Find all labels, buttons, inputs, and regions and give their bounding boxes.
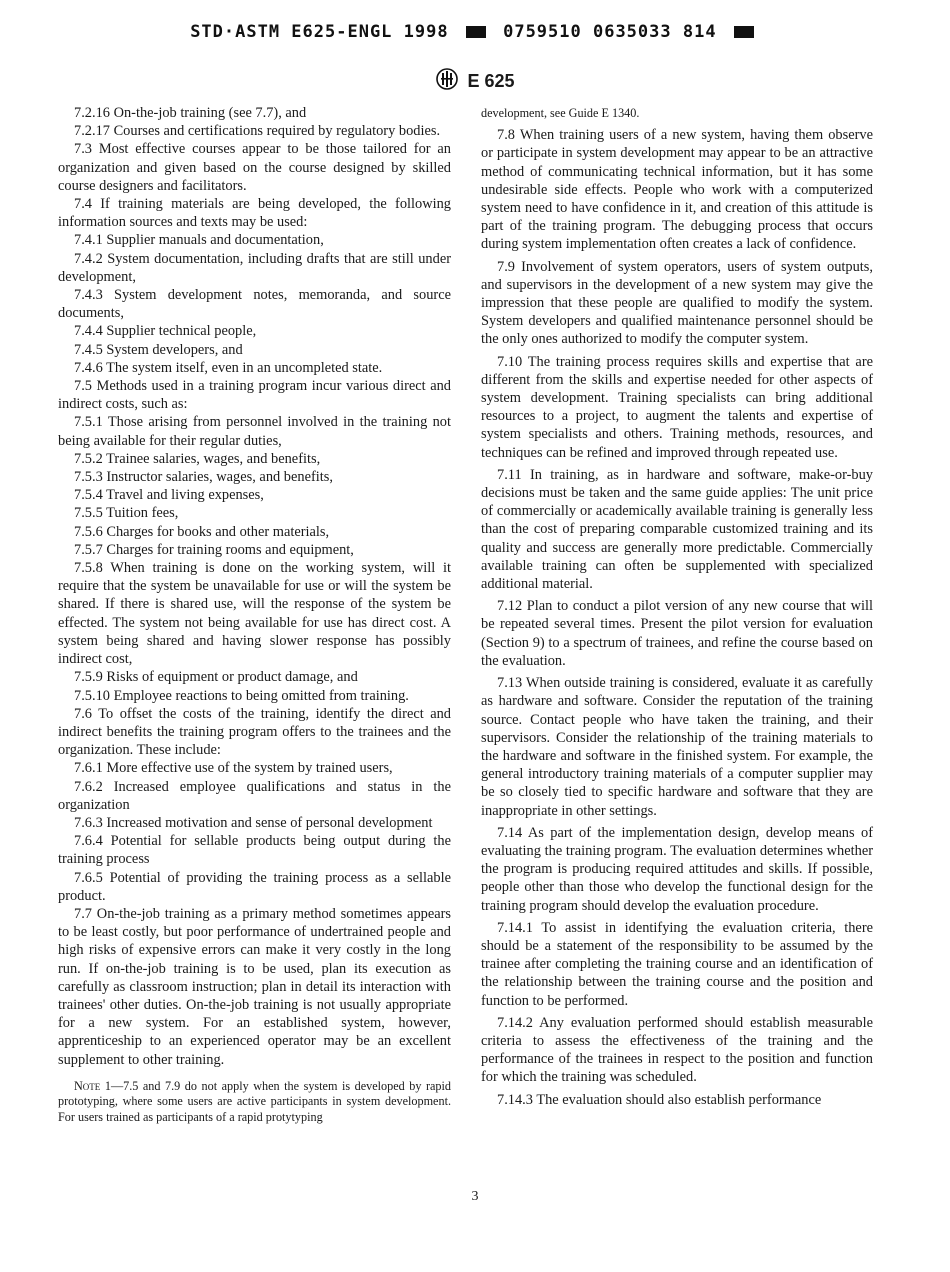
paragraph: 7.14.2 Any evaluation performed should establish measurable criteria to assess the effectiveness of the training and the performance of the trainees in respect to the position and function for which the training was scheduled.	[481, 1014, 873, 1086]
paragraph: 7.5.4 Travel and living expenses,	[74, 487, 264, 504]
paragraph: 7.5.8 When training is done on the working system, will it require that the system be unavailable for use or will the system be shared. If there is shared use, will the response of the system be effected. The system not being available for use has direct cost. A system being shared and having slower response has possibly indirect cost,	[58, 560, 451, 668]
paragraph: 7.4 If training materials are being developed, the following information sources and texts may be used:	[58, 196, 451, 231]
paragraph: 7.5.9 Risks of equipment or product damage, and	[74, 669, 358, 686]
left-column	[58, 104, 451, 1126]
paragraph: 7.14.3 The evaluation should also establish performance	[497, 1091, 822, 1108]
paragraph: 7.5.6 Charges for books and other materials,	[74, 523, 330, 540]
note-text: —7.5 and 7.9 do not apply when the system is developed by rapid prototyping, where some users are active participants in system development. For users trained as participants of a rapid protytyping	[58, 1078, 452, 1124]
paragraph: 7.7 On-the-job training as a primary method sometimes appears to be least costly, but poor performance of undertrained people and high risks of expensive errors can make it very costly in the long run. If on-the-job training is to be used, plan its execution as carefully as classroom instruction; plan in detail its interaction with trainees' other duties. On-the-job training is not usually appropriate for a new system. For an established system, however, apprenticeship to an experienced operator may be an excellent supplement to other training.	[58, 905, 451, 1068]
barcode-block-icon	[734, 26, 754, 38]
paragraph: 7.6.3 Increased motivation and sense of personal development	[74, 814, 433, 831]
paragraph: 7.12 Plan to conduct a pilot version of any new course that will be repeated several times. Present the pilot version for evaluation (Section 9) to a spectrum of trainees, and refine the course based on the evaluation.	[481, 598, 873, 669]
paragraph: 7.6.2 Increased employee qualifications and status in the organization	[58, 778, 451, 813]
standard-designation-bar	[0, 68, 950, 95]
paragraph: 7.6 To offset the costs of the training, identify the direct and indirect benefits the training program offers to the trainees and the organization. These include:	[58, 705, 451, 759]
standard-designation: E 625	[467, 71, 515, 91]
barcode-number: 0759510 0635033 814	[503, 22, 717, 42]
page-number: 3	[471, 1189, 479, 1204]
paragraph: 7.5.7 Charges for training rooms and equipment,	[74, 541, 354, 558]
document-id-header	[0, 22, 950, 42]
paragraph: 7.5.10 Employee reactions to being omitted from training.	[74, 687, 409, 704]
paragraph: 7.6.1 More effective use of the system by trained users,	[74, 760, 393, 777]
paragraph: 7.6.4 Potential for sellable products being output during the training process	[58, 833, 451, 868]
paragraph: 7.5.3 Instructor salaries, wages, and benefits,	[74, 469, 333, 486]
paragraph: 7.2.16 On-the-job training (see 7.7), and	[74, 105, 307, 121]
paragraph: 7.5.1 Those arising from personnel involved in the training not being available for their regular duties,	[58, 414, 451, 449]
paragraph: 7.11 In training, as in hardware and software, make-or-buy decisions must be taken and the same guide applies: The unit price of commercially or academically available training is generally less than the cost of preparing comparable customized training and its quality and success are generally more predictable. Commercially available training can often be supplemented with specialized additional material.	[481, 466, 873, 593]
paragraph: 7.3 Most effective courses appear to be those tailored for an organization and given based on the course designed by skilled course designers and facilitators.	[58, 141, 451, 194]
paragraph: 7.4.1 Supplier manuals and documentation,	[74, 232, 324, 249]
note	[58, 1079, 451, 1126]
note-label: Note 1	[74, 1078, 111, 1093]
paragraph: 7.4.6 The system itself, even in an uncompleted state.	[74, 359, 383, 376]
paragraph: 7.10 The training process requires skills and expertise that are different from the skills and expertise needed for other aspects of system development. Training specialists can bring additional resources to a project, to augment the talents and expertise of system specialists and others. Training methods, resources, and techniques can be refined and improved through repeated use.	[481, 353, 873, 461]
paragraph: 7.5.5 Tuition fees,	[74, 505, 179, 522]
paragraph: 7.4.2 System documentation, including drafts that are still under development,	[58, 250, 451, 285]
paragraph: 7.4.3 System development notes, memoranda, and source documents,	[58, 287, 451, 322]
paragraph: 7.13 When outside training is considered, evaluate it as carefully as hardware and software. Consider the reputation of the training source. Contact people who have taken the training, and their supervisors. Consider the relationship of the training materials to the hardware and software in the finished system. For example, the general introductory training materials of a computer supplier may be so closely tied to specific hardware and software that they are inappropriate in other settings.	[481, 675, 873, 819]
paragraph: 7.4.4 Supplier technical people,	[74, 323, 257, 340]
paragraph: 7.6.5 Potential of providing the training process as a sellable product.	[58, 869, 451, 904]
paragraph: 7.9 Involvement of system operators, users of system outputs, and supervisors in the development of a new system may give the impression that these people are qualified to modify the system. System developers and qualified maintenance personnel should be the only ones authorized to modify the computer system.	[481, 258, 873, 348]
paragraph: 7.14.1 To assist in identifying the evaluation criteria, there should be a statement of the responsibility to be assumed by the trainee after completing the training course and an identification of the relationship between the training course and the position and function to be performed.	[481, 919, 873, 1009]
paragraph: 7.8 When training users of a new system, having them observe or participate in system development may appear to be an attractive method of communicating technical information, but it has some undesirable side effects. People who work with a computerized system need to have confidence in it, and creation of this attitude is part of the training program. The debugging process that occurs during system implementation often creates a lack of confidence.	[481, 127, 873, 253]
astm-logo-icon	[435, 68, 459, 95]
document-id-code: STD·ASTM E625-ENGL 1998	[190, 22, 449, 42]
paragraph: 7.4.5 System developers, and	[74, 341, 243, 358]
paragraph: 7.14 As part of the implementation design, develop means of evaluating the training program. The evaluation determines whether the program is producing required attitudes and skills. If possible, people other than those who develop the functional design for the training program should develop the evaluation procedure.	[481, 824, 873, 914]
note-continuation: development, see Guide E 1340.	[481, 106, 640, 120]
paragraph: 7.5.2 Trainee salaries, wages, and benefits,	[74, 450, 321, 467]
barcode-block-icon	[466, 26, 486, 38]
right-column	[481, 104, 873, 1109]
paragraph: 7.5 Methods used in a training program incur various direct and indirect costs, such as:	[58, 378, 451, 413]
paragraph: 7.2.17 Courses and certifications required by regulatory bodies.	[74, 123, 441, 140]
